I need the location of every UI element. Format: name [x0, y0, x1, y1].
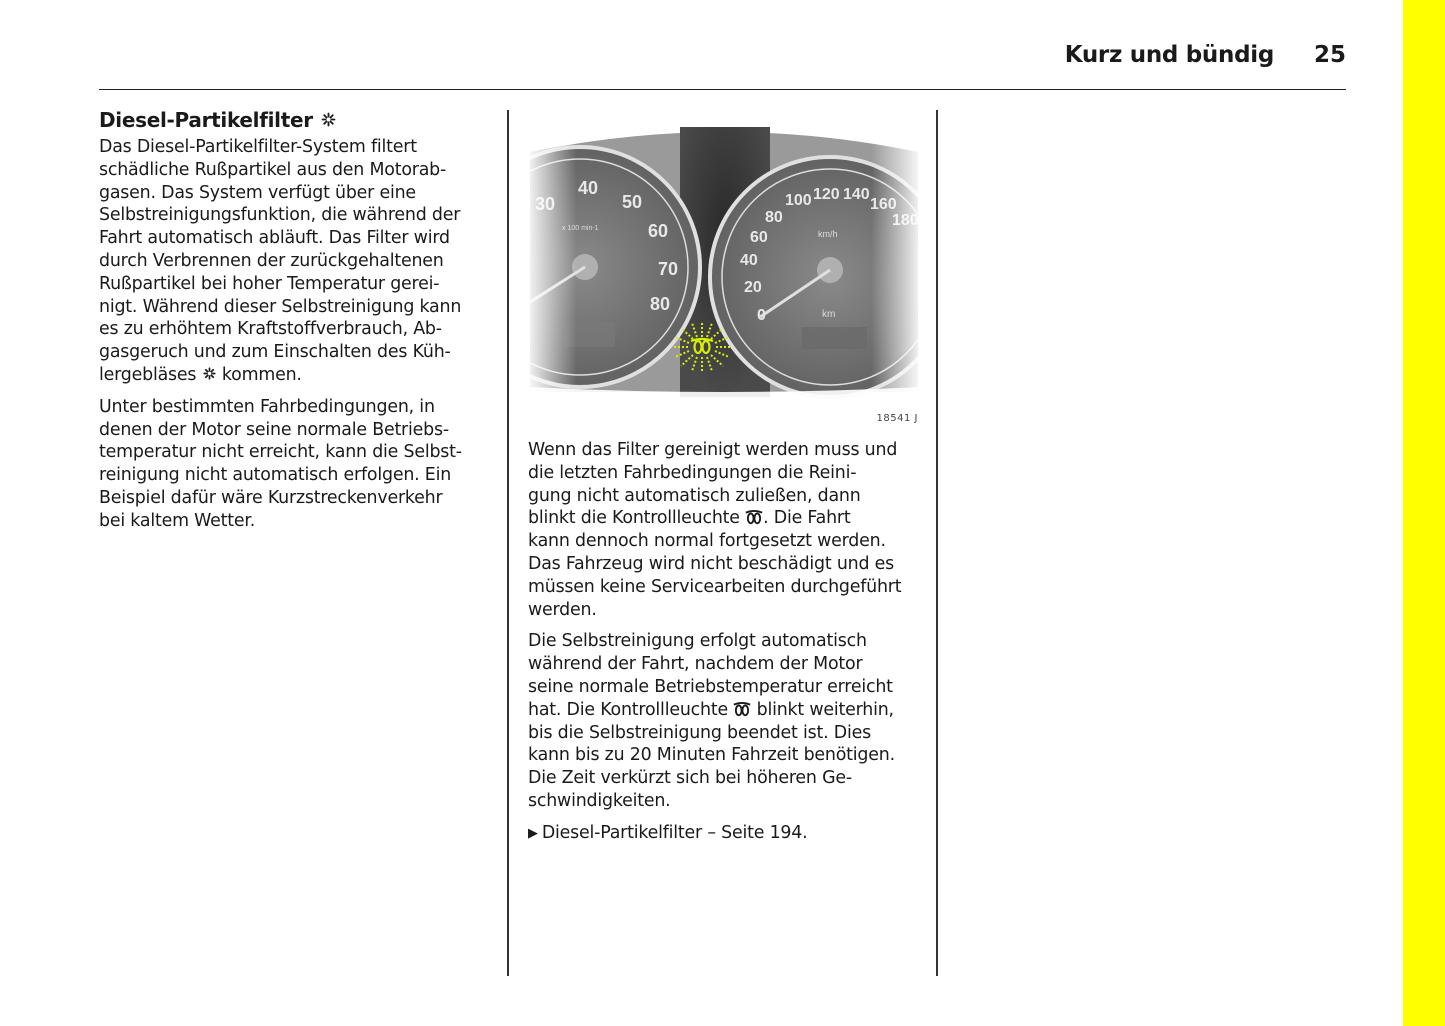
cross-reference-link[interactable]: Diesel-Partikelfilter – Seite 194. — [541, 822, 808, 843]
text-line: reinigung nicht automatisch erfolgen. Ein — [99, 465, 452, 486]
text-line: schwindigkeiten. — [528, 790, 671, 811]
text-line: Selbstreinigungsfunktion, die während der — [99, 205, 461, 226]
paragraph-self-cleaning — [528, 630, 923, 812]
text-line: werden. — [528, 599, 597, 620]
text-fragment: kommen. — [216, 364, 302, 385]
fan-icon — [320, 108, 337, 132]
fan-icon — [202, 364, 217, 387]
text-line: Die Zeit verkürzt sich bei höheren Ge- — [528, 768, 852, 789]
text-line: Beispiel dafür wäre Kurzstreckenverkehr — [99, 487, 443, 508]
triangle-right-icon: ▶ — [528, 825, 538, 841]
text-line: nigt. Während dieser Selbstreinigung kann — [99, 296, 462, 317]
text-line: kann dennoch normal fortgesetzt werden. — [528, 531, 886, 552]
chapter-title: Kurz und bündig — [1064, 42, 1274, 68]
dpf-warning-icon — [733, 699, 751, 722]
text-line: seine normale Betriebstemperatur erreicht — [528, 676, 893, 697]
text-line: bis die Selbstreinigung beendet ist. Dies — [528, 722, 871, 743]
text-line: gasen. Das System verfügt über eine — [99, 182, 416, 203]
instrument-cluster-illustration — [530, 112, 918, 412]
text-fragment: lergebläses — [99, 364, 197, 385]
text-line: gasgeruch und zum Einschalten des Küh- — [99, 342, 451, 363]
text-line: temperatur nicht erreicht, kann die Selbst- — [99, 442, 462, 463]
text-line: müssen keine Servicearbeiten durchgeführt — [528, 576, 902, 597]
text-line: kann bis zu 20 Minuten Fahrzeit benötigen. — [528, 745, 895, 766]
text-fragment: blinkt die Kontrollleuchte — [528, 508, 746, 529]
text-line: durch Verbrennen der zurückgehaltenen — [99, 250, 444, 271]
chapter-tab-marker — [1403, 0, 1445, 1026]
column-divider-left — [507, 110, 509, 976]
paragraph-filter-cleaning — [528, 439, 923, 621]
text-line: Das Diesel-Partikelfilter-System filtert — [99, 137, 417, 157]
text-line: die letzten Fahrbedingungen die Reini- — [528, 462, 857, 483]
paragraph-driving-conditions — [99, 396, 494, 533]
text-line: denen der Motor seine normale Betriebs- — [99, 419, 449, 440]
middle-column — [528, 439, 923, 855]
text-line — [528, 699, 923, 722]
section-title-text: Diesel-Partikelfilter — [99, 108, 313, 132]
header-divider — [99, 89, 1346, 90]
text-line: bei kaltem Wetter. — [99, 510, 256, 531]
dpf-warning-icon — [745, 507, 763, 530]
text-line: Fahrt automatisch abläuft. Das Filter wird — [99, 228, 450, 249]
text-line: Rußpartikel bei hoher Temperatur gerei- — [99, 273, 440, 294]
text-line: schädliche Rußpartikel aus den Motorab- — [99, 159, 447, 180]
text-line — [99, 364, 494, 387]
figure-id: 18541 J — [876, 413, 918, 424]
text-line: Wenn das Filter gereinigt werden muss und — [528, 440, 898, 460]
paragraph-dpf-intro — [99, 136, 494, 387]
page-number: 25 — [1313, 42, 1346, 68]
text-fragment: blinkt weiterhin, — [751, 699, 894, 720]
cross-reference[interactable] — [528, 822, 923, 846]
text-fragment: hat. Die Kontrollleuchte — [528, 699, 734, 720]
instrument-cluster-figure — [530, 112, 918, 424]
text-line: Das Fahrzeug wird nicht beschädigt und es — [528, 553, 895, 574]
column-divider-right — [936, 110, 938, 976]
text-line: Unter bestimmten Fahrbedingungen, in — [99, 396, 435, 417]
text-fragment: . Die Fahrt — [763, 508, 851, 529]
section-title — [99, 108, 494, 132]
text-line: während der Fahrt, nachdem der Motor — [528, 654, 863, 675]
text-line: gung nicht automatisch zuließen, dann — [528, 485, 861, 506]
left-column — [99, 108, 494, 542]
text-line: es zu erhöhtem Kraftstoffverbrauch, Ab- — [99, 319, 442, 340]
text-line — [528, 507, 923, 530]
text-line: Die Selbstreinigung erfolgt automatisch — [528, 631, 867, 652]
